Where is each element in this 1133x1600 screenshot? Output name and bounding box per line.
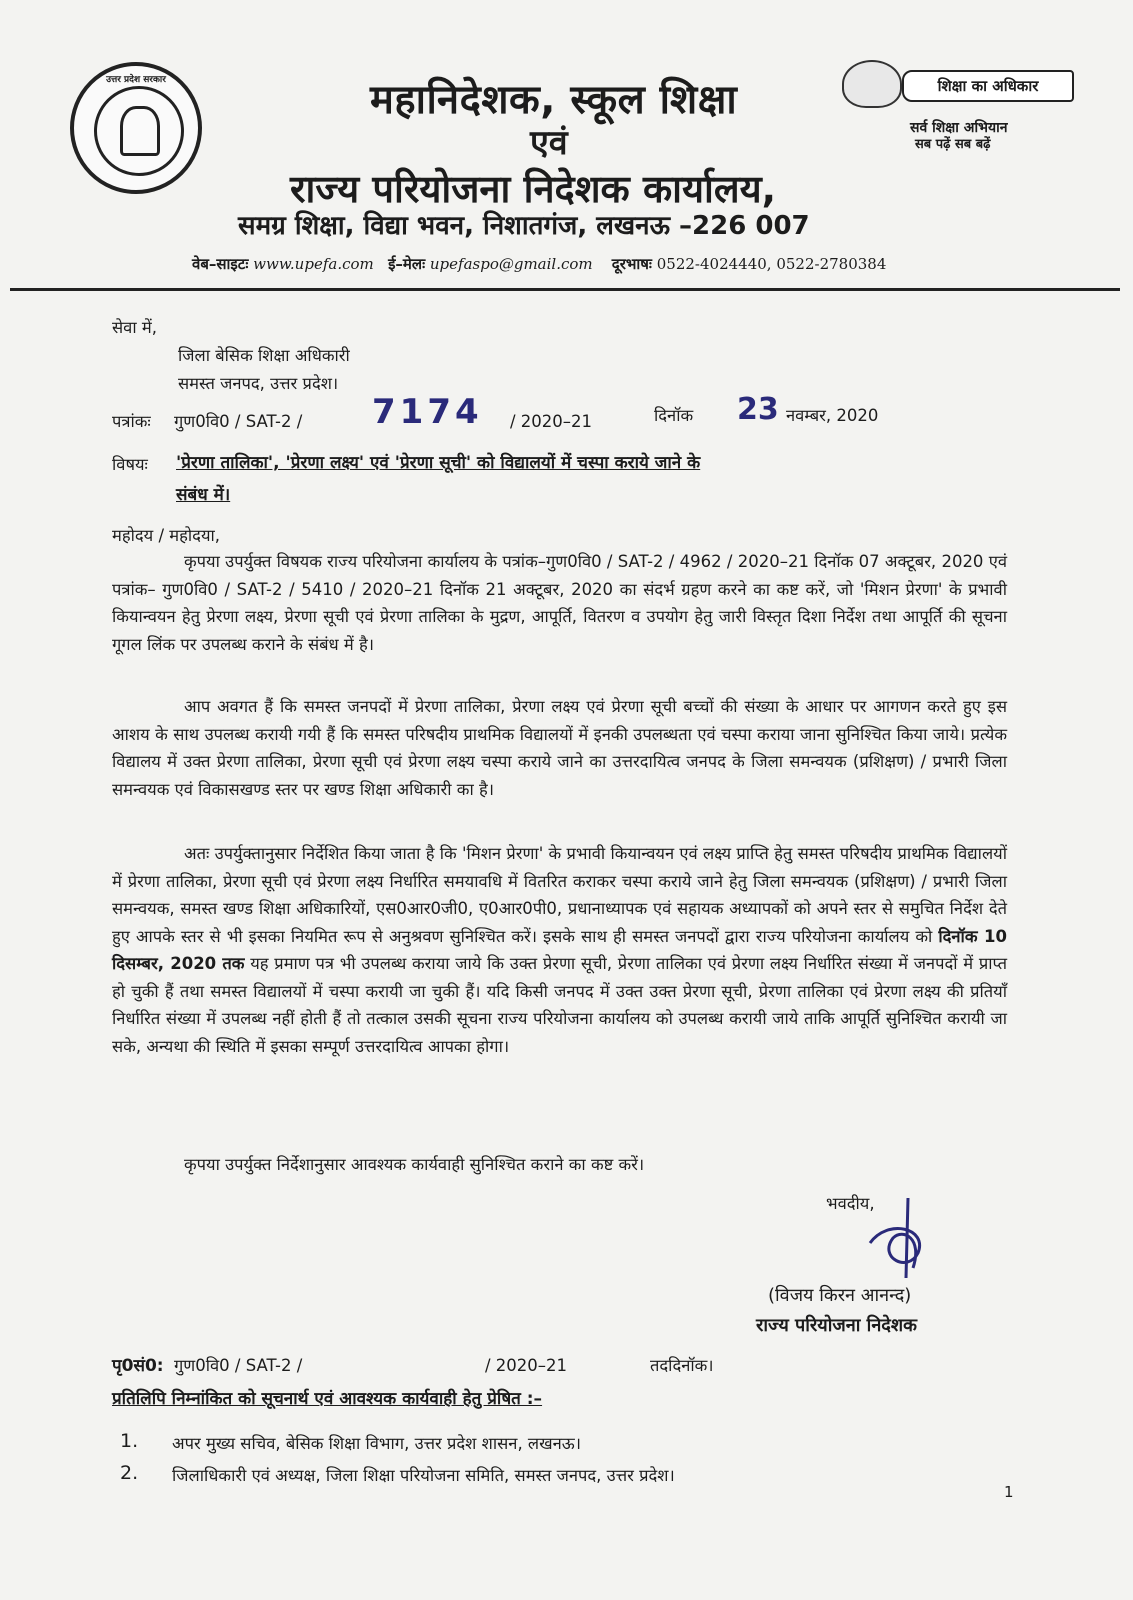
subject-label: विषयः <box>112 455 148 474</box>
endorsement-date: तददिनॉक। <box>650 1356 714 1375</box>
seal-text: उत्तर प्रदेश सरकार <box>106 75 166 85</box>
ssa-label: सर्व शिक्षा अभियान <box>910 120 1008 136</box>
paragraph-4: कृपया उपर्युक्त निर्देशानुसार आवश्यक कार्यवाही सुनिश्चित कराने का कष्ट करें। <box>184 1155 645 1174</box>
phone-value: 0522-4024440, 0522-2780384 <box>656 255 887 273</box>
rte-logo-tag: शिक्षा का अधिकार <box>902 70 1074 102</box>
subject-line-2: संबंध में। <box>176 485 231 505</box>
up-government-seal <box>70 62 202 194</box>
phone-label: दूरभाषः <box>611 255 652 273</box>
page-number: 1 <box>1004 1483 1014 1501</box>
header-divider <box>10 288 1120 291</box>
date-label: दिनॉक <box>654 406 694 425</box>
greeting: महोदय / महोदया, <box>112 526 221 545</box>
email-label: ई–मेलः <box>388 255 426 273</box>
recipient-line-1: जिला बेसिक शिक्षा अधिकारी <box>178 346 350 365</box>
paragraph-3-part-a: अतः उपर्युक्तानुसार निर्देशित किया जाता है कि 'मिशन प्रेरणा' के प्रभावी कियान्वयन एवं लक्ष्य प्राप्ति हेतु समस्त परिषदीय प्राथमिक विद्यालयों में प्रेरणा तालिका, प्रेरणा सूची एवं प्रेरणा लक्ष्य निर्धारित समयावधि में वितरित कराकर चस्पा कराये जाने हेतु जिला समन्वयक (प्रशिक्षण) / प्रभारी जिला समन्वयक, समस्त खण्ड शिक्षा अधिकारियों, एस0आर0जी0, ए0आर0पी0, प्रधानाध्यापक एवं सहायक अध्यापकों को अपने स्तर से समुचित निर्देश देते हुए आपके स्तर से भी इसका नियमित रूप से अनुश्रवण सुनिश्चित करें। इसके साथ ही समस्त जनपदों द्वारा राज्य परियोजना कार्यालय को <box>112 844 1007 946</box>
rte-logo <box>842 60 1077 105</box>
contact-line <box>192 254 886 274</box>
salutation: सेवा में, <box>112 318 157 337</box>
letterhead-address: समग्र शिक्षा, विद्या भवन, निशातगंज, लखनऊ –226 007 <box>238 211 810 241</box>
signature-handwritten <box>868 1198 948 1278</box>
ref-number-handwritten: 7174 <box>372 392 483 432</box>
recipient-line-2: समस्त जनपद, उत्तर प्रदेश। <box>178 374 339 393</box>
paragraph-3-part-b: यह प्रमाण पत्र भी उपलब्ध कराया जाये कि उक्त प्रेरणा सूची, प्रेरणा तालिका एवं प्रेरणा लक्ष्य निर्धारित संख्या में जनपदों में प्राप्त हो चुकी हैं तथा समस्त विद्यालयों में चस्पा करायी जा चुकी हैं। यदि किसी जनपद में उक्त उक्त प्रेरणा सूची, प्रेरणा तालिका एवं प्रेरणा लक्ष्य की प्रतियाँ निर्धारित संख्या में उपलब्ध नहीं होती हैं तो तत्काल उसकी सूचना राज्य परियोजना कार्यालय को उपलब्ध करायी जाये ताकि आपूर्ति सुनिश्चित करायी जा सके, अन्यथा की स्थिति में इसका सम्पूर्ण उत्तरदायित्व आपका होगा। <box>112 954 1007 1056</box>
date-day-handwritten: 23 <box>737 392 779 427</box>
endorsement-label: पृ0सं0: <box>112 1356 164 1376</box>
ref-year: / 2020–21 <box>510 412 593 431</box>
subject-line-1: 'प्रेरणा तालिका', 'प्रेरणा लक्ष्य' एवं 'प्रेरणा सूची' को विद्यालयों में चस्पा कराये जाने के <box>176 453 701 473</box>
copy-item-1-num: 1. <box>120 1430 139 1452</box>
paragraph-3 <box>112 840 1007 1060</box>
copy-item-2-num: 2. <box>120 1462 139 1484</box>
ssa-slogan: सब पढ़ें सब बढ़ें <box>915 137 991 152</box>
web-label: वेब–साइटः <box>192 255 249 273</box>
letterhead-line-2: एवं <box>530 123 568 163</box>
closing: भवदीय, <box>826 1194 875 1213</box>
copy-heading: प्रतिलिपि निम्नांकित को सूचनार्थ एवं आवश्यक कार्यवाही हेतु प्रेषित :– <box>112 1389 543 1409</box>
web-link[interactable]: www.upefa.com <box>253 255 374 273</box>
copy-item-1-text: अपर मुख्य सचिव, बेसिक शिक्षा विभाग, उत्तर प्रदेश शासन, लखनऊ। <box>172 1434 581 1453</box>
letterhead-line-1: महानिदेशक, स्कूल शिक्षा <box>370 77 738 123</box>
email-link[interactable]: upefaspo@gmail.com <box>429 255 593 273</box>
child-figure-icon <box>842 60 902 108</box>
signatory-name: (विजय किरन आनन्द) <box>768 1285 912 1306</box>
endorsement-year: / 2020–21 <box>485 1356 568 1375</box>
paragraph-2: आप अवगत हैं कि समस्त जनपदों में प्रेरणा तालिका, प्रेरणा लक्ष्य एवं प्रेरणा सूची बच्चों की संख्या के आधार पर आगणन करते हुए इस आशय के साथ उपलब्ध करायी गयी हैं कि समस्त परिषदीय प्राथमिक विद्यालयों में इनकी उपलब्धता एवं चस्पा कराया जाना सुनिश्चित किया जाये। प्रत्येक विद्यालय में उक्त प्रेरणा तालिका, प्रेरणा सूची एवं प्रेरणा लक्ष्य चस्पा कराये जाने का उत्तरदायित्व जनपद के जिला समन्वयक (प्रशिक्षण) / प्रभारी जिला समन्वयक एवं विकासखण्ड स्तर पर खण्ड शिक्षा अधिकारी का है। <box>112 697 1007 799</box>
ref-label: पत्रांकः <box>112 412 151 431</box>
copy-item-2-text: जिलाधिकारी एवं अध्यक्ष, जिला शिक्षा परियोजना समिति, समस्त जनपद, उत्तर प्रदेश। <box>172 1466 675 1485</box>
letterhead-line-3: राज्य परियोजना निदेशक कार्यालय, <box>290 167 777 211</box>
paragraph-1: कृपया उपर्युक्त विषयक राज्य परियोजना कार्यालय के पत्रांक–गुण0वि0 / SAT-2 / 4962 / 2020–21 दिनॉक 07 अक्टूबर, 2020 एवं पत्रांक– गुण0वि0 / SAT-2 / 5410 / 2020–21 दिनॉक 21 अक्टूबर, 2020 का संदर्भ ग्रहण करने का कष्ट करें, जो 'मिशन प्रेरणा' के प्रभावी कियान्वयन हेतु प्रेरणा लक्ष्य, प्रेरणा सूची एवं प्रेरणा तालिका के मुद्रण, आपूर्ति, वितरण व उपयोग हेतु जारी विस्तृत दिशा निर्देश तथा आपूर्ति की सूचना गूगल लिंक पर उपलब्ध कराने के संबंध में है। <box>112 552 1007 654</box>
deadline-date: दिनॉक 10 दिसम्बर, 2020 तक <box>112 926 1008 973</box>
endorsement-prefix: गुण0वि0 / SAT-2 / <box>174 1356 303 1375</box>
date-month-year: नवम्बर, 2020 <box>786 406 879 425</box>
signatory-title: राज्य परियोजना निदेशक <box>756 1315 917 1336</box>
ref-prefix: गुण0वि0 / SAT-2 / <box>174 412 303 431</box>
